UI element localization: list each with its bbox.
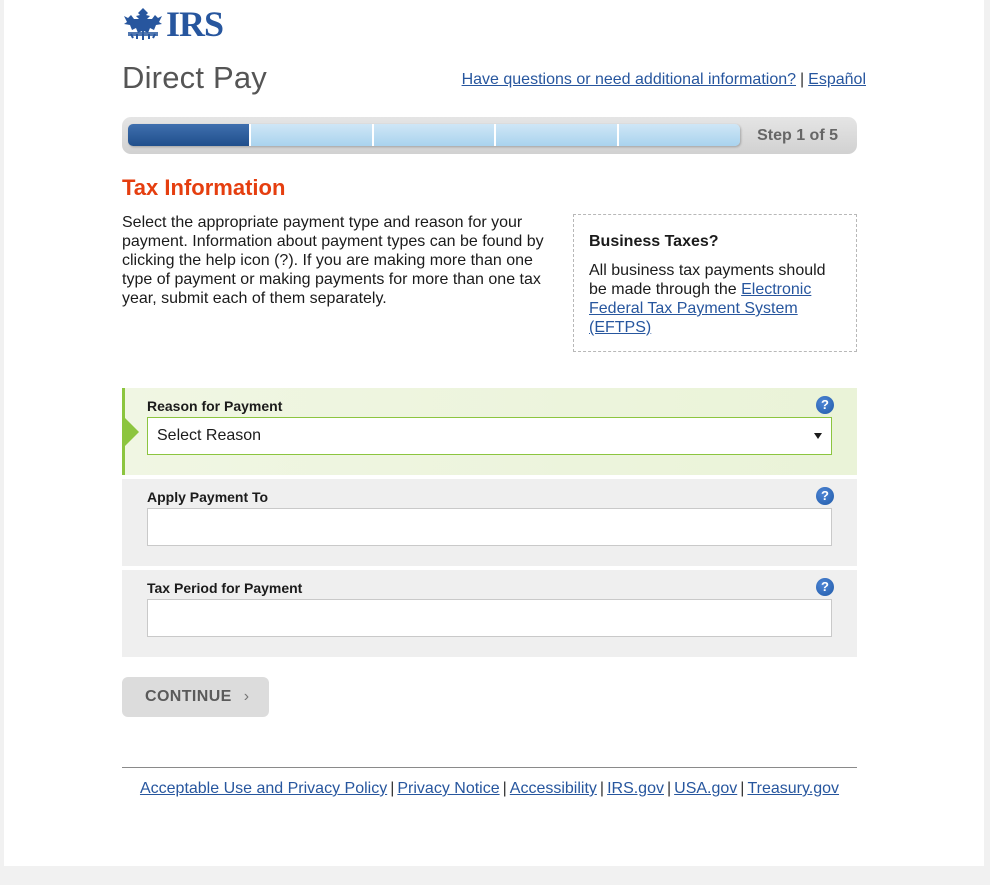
info-box-body: All business tax payments should be made through the	[589, 262, 826, 298]
tax-period-label: Tax Period for Payment	[147, 580, 303, 596]
progress-step-1	[128, 124, 251, 146]
footer-link-usa-gov[interactable]: USA.gov	[674, 780, 738, 797]
eagle-seal-icon	[122, 6, 164, 42]
caret-down-icon	[814, 433, 822, 439]
header-separator: |	[800, 71, 805, 88]
eftps-link[interactable]: Electronic Federal Tax Payment System (EFTPS)	[589, 281, 812, 336]
footer-link-irs-gov[interactable]: IRS.gov	[607, 780, 664, 797]
reason-select-value: Select Reason	[157, 427, 262, 444]
progress-bar	[122, 117, 857, 154]
irs-logo[interactable]	[122, 5, 223, 43]
reason-select[interactable]	[147, 417, 832, 455]
help-info-link[interactable]: Have questions or need additional information?	[461, 71, 797, 88]
progress-step-5	[619, 124, 740, 146]
tax-period-panel	[122, 570, 857, 657]
footer-link-privacy-notice[interactable]: Privacy Notice	[397, 780, 500, 797]
app-title: Direct Pay	[122, 60, 267, 95]
progress-track	[128, 124, 740, 146]
reason-help-icon[interactable]: ?	[816, 396, 834, 414]
reason-panel	[122, 388, 857, 475]
footer-link-acceptable-use[interactable]: Acceptable Use and Privacy Policy	[139, 780, 388, 797]
progress-step-4	[496, 124, 619, 146]
info-box-text	[589, 261, 842, 337]
active-indicator-arrow	[125, 418, 139, 446]
logo-text: IRS	[166, 4, 224, 44]
footer-separator: |	[740, 780, 745, 797]
section-title: Tax Information	[122, 175, 286, 200]
apply-to-panel	[122, 479, 857, 566]
progress-step-2	[251, 124, 374, 146]
footer-links	[122, 780, 857, 798]
footer-link-accessibility[interactable]: Accessibility	[509, 780, 597, 797]
header-links	[462, 71, 866, 89]
business-taxes-box	[573, 214, 857, 352]
progress-step-3	[374, 124, 497, 146]
step-label: Step 1 of 5	[757, 127, 838, 144]
tax-period-field[interactable]	[147, 599, 832, 637]
continue-button[interactable]	[122, 677, 269, 717]
apply-to-help-icon[interactable]: ?	[816, 487, 834, 505]
chevron-right-icon: ›	[243, 688, 250, 705]
footer-separator: |	[599, 780, 605, 797]
footer-separator: |	[502, 780, 507, 797]
continue-label: CONTINUE	[145, 688, 232, 705]
intro-text: Select the appropriate payment type and reason for your payment. Information about payment types can be found by clicking the help icon (?). If you are making more than one type of payment or making payments for more than one tax year, submit each of them separately.	[122, 214, 544, 307]
apply-to-field[interactable]	[147, 508, 832, 546]
footer-separator: |	[666, 780, 672, 797]
tax-period-help-icon[interactable]: ?	[816, 578, 834, 596]
apply-to-label: Apply Payment To	[147, 489, 269, 505]
info-box-title: Business Taxes?	[589, 233, 719, 250]
espanol-link[interactable]: Español	[808, 71, 866, 88]
footer-link-treasury-gov[interactable]: Treasury.gov	[747, 780, 840, 797]
footer-separator: |	[390, 780, 395, 797]
footer-divider	[122, 767, 857, 768]
reason-label: Reason for Payment	[147, 398, 283, 414]
